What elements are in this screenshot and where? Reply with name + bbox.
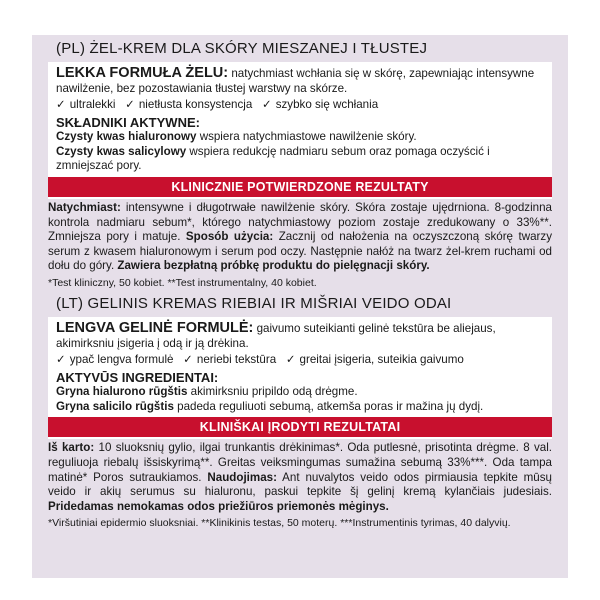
lt-results-body: 10 sluoksnių gylio, ilgai trunkantis drėkinimas*. Oda putlesnė, prisotinta drėgme. 8 val. reguliuoja riebalų išsiskyrimą**. Greitas veiksmingumas sumažina sebumą 33%***. Oda tampa matinė* Poros sutraukiamos.	[48, 441, 552, 484]
lt-sample-text: Pridedamas nemokamas odos priežiūros priemonės mėginys.	[48, 499, 389, 513]
pl-checks	[56, 97, 544, 112]
pl-results-body: intensywne i długotrwałe nawilżenie skóry. Skóra zostaje ujędrniona. 8-godzinna kontrola nadmiaru sebum*, którego natychmiastowy poziom zostaje zredukowany o 33%**. Zmniejsza pory i matuje.	[48, 200, 552, 244]
lt-check-1: ypač lengva formulė	[69, 353, 174, 367]
pl-active-title: SKŁADNIKI AKTYWNE:	[56, 115, 200, 131]
check-icon: ✓	[56, 353, 66, 367]
pl-ingredient-2-text: wspiera redukcję nadmiaru sebum oraz pomaga oczyścić i zmniejszać pory.	[56, 144, 490, 173]
check-icon: ✓	[183, 353, 193, 367]
lt-heading: (LT) GELINIS KREMAS RIEBIAI IR MIŠRIAI VEIDO ODAI	[56, 294, 452, 312]
pl-usage-lead: Sposób użycia:	[185, 230, 274, 244]
lt-ingredient-2	[56, 400, 544, 415]
pl-formula-text: natychmiast wchłania się w skórę, zapewniając intensywne nawilżenie, bez pozostawiania tłustej warstwy na skórze.	[56, 67, 535, 95]
pl-ingredient-1-text: wspiera natychmiastowe nawilżenie skóry.	[196, 130, 417, 144]
pl-footnote: *Test kliniczny, 50 kobiet. **Test instrumentalny, 40 kobiet.	[48, 276, 317, 289]
pl-formula	[56, 65, 544, 96]
lt-results-lead: Iš karto:	[48, 441, 95, 455]
lt-ingredient-2-name: Gryna salicilo rūgštis	[56, 399, 174, 413]
lt-check-2: neriebi tekstūra	[196, 353, 277, 367]
lt-ingredient-1	[56, 385, 544, 400]
pl-ingredient-1	[56, 130, 544, 145]
pl-check-3: szybko się wchłania	[275, 98, 379, 112]
pl-info-box	[48, 62, 552, 199]
lt-usage-text: Ant nuvalytos veido odos pirmiausia tepkite mūsų veido ir akių serumus su hialuronu, paskui tepkite šį gelinį kremą kylančiais judesiais.	[48, 470, 552, 499]
pl-results-bar: KLINICZNIE POTWIERDZONE REZULTATY	[48, 177, 552, 197]
lt-ingredient-1-text: akimirksniu pripildo odą drėgme.	[187, 385, 358, 399]
label-panel	[32, 35, 568, 578]
lt-ingredient-2-text: padeda reguliuoti sebumą, atkemša poras ir mažina jų dydį.	[173, 399, 484, 413]
pl-check-1: ultralekki	[69, 98, 116, 112]
pl-results-text	[48, 201, 552, 274]
lt-results-bar: KLINIŠKAI ĮRODYTI REZULTATAI	[48, 417, 552, 437]
pl-results	[40, 199, 560, 290]
pl-results-lead: Natychmiast:	[48, 200, 121, 214]
lt-usage-lead: Naudojimas:	[207, 470, 277, 484]
pl-formula-title: LEKKA FORMUŁA ŻELU:	[56, 65, 229, 81]
check-icon: ✓	[285, 353, 296, 367]
lt-formula-text: gaivumo suteikianti gelinė tekstūra be aliejaus, akimirksniu įsigeria į odą ir ją drėkina.	[56, 321, 496, 350]
pl-ingredient-2-name: Czysty kwas salicylowy	[56, 144, 187, 158]
check-icon: ✓	[56, 98, 66, 112]
pl-ingredient-1-name: Czysty kwas hialuronowy	[56, 130, 197, 144]
lt-check-3: greitai įsigeria, suteikia gaivumo	[299, 353, 464, 367]
pl-ingredient-2	[56, 145, 544, 174]
pl-usage-text: Zacznij od nałożenia na oczyszczoną skórę twarzy serum z kwasem hialuronowym i serum pod oczy. Następnie nałóż na twarz żel-krem ruchami od dołu do góry.	[48, 230, 552, 273]
lt-results-text	[48, 441, 552, 514]
pl-check-2: nietłusta konsystencja	[138, 98, 253, 112]
lt-active-title: AKTYVŪS INGREDIENTAI:	[56, 370, 219, 386]
check-icon: ✓	[125, 98, 135, 112]
lt-info-box	[48, 317, 552, 439]
lt-results	[40, 439, 560, 530]
lt-checks	[56, 352, 544, 367]
lt-formula-title: LENGVA GELINĖ FORMULĖ:	[56, 319, 254, 336]
lt-formula	[56, 320, 544, 351]
check-icon: ✓	[261, 98, 272, 112]
pl-sample-text: Zawiera bezpłatną próbkę produktu do pielęgnacji skóry.	[117, 259, 430, 273]
pl-heading: (PL) ŻEL-KREM DLA SKÓRY MIESZANEJ I TŁUSTEJ	[56, 40, 428, 57]
lt-footnote: *Viršutiniai epidermio sluoksniai. **Klinikinis testas, 50 moterų. ***Instrumentinis tyrimas, 40 dalyvių.	[48, 517, 511, 530]
lt-ingredient-1-name: Gryna hialurono rūgštis	[56, 385, 188, 399]
